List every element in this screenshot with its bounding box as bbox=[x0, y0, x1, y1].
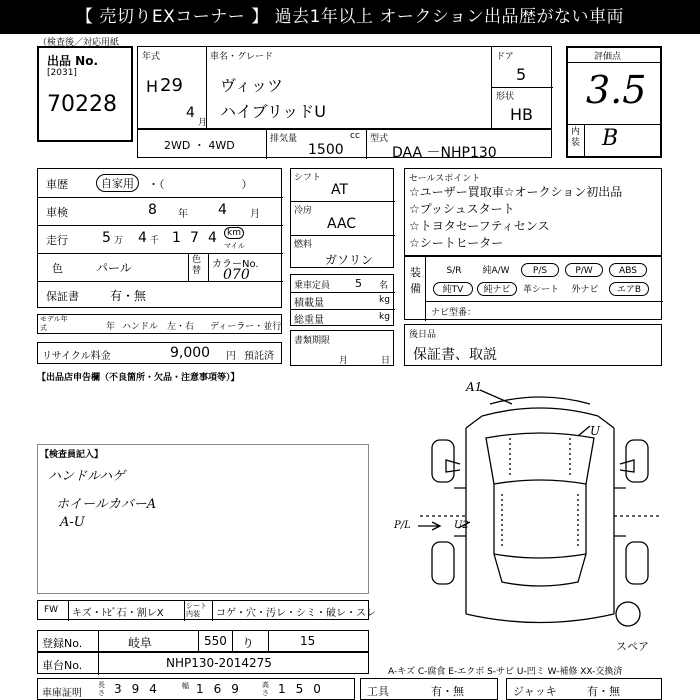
warranty-label: 保証書 bbox=[46, 290, 79, 303]
garage-cert-row bbox=[37, 678, 355, 700]
equip-tv: 純TV bbox=[433, 282, 473, 296]
model-value: DAA －NHP130 bbox=[392, 145, 497, 161]
inspector-label: 【検査員記入】 bbox=[40, 450, 104, 460]
capacity-value: 5 bbox=[355, 277, 362, 290]
inspector-box bbox=[37, 444, 369, 594]
interior-label: 内装 bbox=[571, 127, 581, 148]
jack-row bbox=[506, 678, 662, 700]
color-change-label: 色替 bbox=[192, 255, 202, 276]
spare-label: スペア bbox=[616, 640, 649, 653]
top-cut-text: （検査後／対応用紙 bbox=[38, 38, 120, 48]
model-year-row bbox=[37, 314, 282, 334]
displacement-value: 1500 bbox=[308, 142, 344, 158]
inspection-year: 8 bbox=[148, 202, 157, 218]
door-label: ドア bbox=[496, 52, 514, 62]
history-label: 車歴 bbox=[46, 178, 68, 191]
recycle-label: リサイクル料金 bbox=[42, 351, 111, 362]
sales-label: セールスポイント bbox=[409, 174, 481, 184]
damage-legend: A-キズ C-腐食 E-エクボ S-サビ U-凹ミ W-補修 XX-交換済 bbox=[388, 667, 623, 677]
cert-height: 150 bbox=[278, 682, 331, 696]
registration-row bbox=[37, 630, 369, 652]
fw-text: キズ・ﾄﾋﾞ石・割レX bbox=[72, 608, 164, 619]
jack-label: ジャッキ bbox=[513, 685, 557, 698]
lot-box bbox=[37, 46, 133, 142]
chassis-row bbox=[37, 652, 369, 674]
seat-label: シート内装 bbox=[186, 602, 207, 618]
year-label: 年式 bbox=[142, 52, 161, 62]
info-block bbox=[37, 168, 282, 308]
equip-sr: S/R bbox=[446, 266, 462, 276]
car-grade: ハイブリッドU bbox=[220, 102, 326, 121]
inspector-note: ホイールカバーA bbox=[56, 497, 157, 512]
diagram-note-pillar: P/L bbox=[394, 520, 411, 531]
chassis-label: 車台No. bbox=[42, 659, 83, 672]
registration-num: 550 bbox=[204, 634, 227, 648]
later-items-box bbox=[404, 324, 662, 366]
mileage-digit-2: 7 bbox=[190, 230, 199, 246]
car-label: 車名・グレード bbox=[210, 52, 274, 62]
recycle-value: 9,000 bbox=[170, 345, 211, 361]
inspection-month-unit: 月 bbox=[250, 209, 260, 220]
model-year-dealer: ディーラー・並行 bbox=[210, 322, 282, 332]
mileage-label: 走行 bbox=[46, 234, 68, 247]
equip-leather: 革シート bbox=[522, 285, 559, 295]
year-month-unit: 月 bbox=[198, 118, 208, 128]
interior-value: B bbox=[602, 126, 619, 151]
load-label: 積載量 bbox=[294, 298, 324, 309]
docs-day: 日 bbox=[381, 356, 391, 366]
model-year-handle: ハンドル 左・右 bbox=[122, 322, 195, 332]
registration-place: 岐阜 bbox=[128, 636, 153, 650]
equip-ps: P/S bbox=[521, 263, 559, 277]
docs-block bbox=[290, 330, 394, 366]
equip-alloy: 純A/W bbox=[482, 266, 510, 276]
cert-width-label: 幅 bbox=[182, 682, 189, 690]
score-box bbox=[566, 46, 662, 158]
fuel-value: ガソリン bbox=[325, 253, 374, 267]
capacity-label: 乗車定員 bbox=[294, 281, 331, 291]
cert-label: 車庫証明 bbox=[42, 688, 82, 699]
color-no-label: カラーNo. bbox=[212, 259, 259, 270]
mileage-unit-km: km bbox=[224, 227, 244, 239]
sales-item: ☆トヨタセーフティセンス bbox=[409, 219, 550, 233]
equip-pw: P/W bbox=[565, 263, 603, 277]
cert-height-label: 高さ bbox=[262, 681, 269, 697]
cert-width: 169 bbox=[196, 682, 249, 696]
inspector-note: ハンドルハゲ bbox=[48, 469, 126, 484]
lot-label: 出品 No. bbox=[47, 54, 99, 68]
tools-value: 有・無 bbox=[431, 685, 464, 698]
navi-model-label: ナビ型番： bbox=[431, 308, 477, 318]
seat-text: コゲ・穴・汚レ・シミ・破レ・スレ bbox=[216, 608, 376, 619]
later-items-value: 保証書、取説 bbox=[413, 347, 497, 363]
cert-length: 394 bbox=[114, 682, 167, 696]
recycle-deposit: 預託済 bbox=[244, 351, 274, 362]
history-rest: ・（ ） bbox=[148, 178, 253, 191]
fw-row bbox=[37, 600, 376, 620]
sales-points-box bbox=[404, 168, 662, 256]
chassis-value: NHP130-2014275 bbox=[166, 656, 272, 670]
lot-code: [2031] bbox=[47, 68, 77, 78]
model-year-year: 年 bbox=[106, 322, 116, 332]
score-value: 3.5 bbox=[586, 68, 647, 112]
inspection-label: 車検 bbox=[46, 206, 68, 219]
equip-abs: ABS bbox=[609, 263, 647, 277]
tools-row bbox=[360, 678, 498, 700]
shape-value: HB bbox=[510, 105, 534, 124]
equipment-label: 装備 bbox=[410, 266, 421, 295]
docs-month: 月 bbox=[339, 356, 349, 366]
recycle-unit: 円 bbox=[226, 351, 236, 362]
mileage-man-unit: 万 bbox=[114, 236, 124, 246]
model-year-label: モデル年式 bbox=[40, 315, 68, 332]
model-label: 型式 bbox=[370, 134, 389, 144]
car-name: ヴィッツ bbox=[220, 76, 284, 95]
jack-value: 有・無 bbox=[587, 685, 620, 698]
vehicle-header bbox=[137, 46, 552, 129]
tools-label: 工具 bbox=[367, 685, 389, 698]
displacement-unit: cc bbox=[350, 131, 360, 141]
aircon-value: AAC bbox=[327, 216, 357, 232]
aircon-label: 冷房 bbox=[294, 206, 313, 216]
door-value: 5 bbox=[516, 65, 527, 84]
lot-number: 70228 bbox=[47, 92, 117, 117]
mileage-digit-1: 1 bbox=[172, 230, 181, 246]
color-value: パール bbox=[96, 261, 132, 275]
equip-navi: 純ナビ bbox=[477, 282, 517, 296]
drive-row bbox=[137, 129, 552, 161]
inspection-month: 4 bbox=[218, 202, 227, 218]
diagram-note-u: U bbox=[590, 424, 601, 438]
displacement-label: 排気量 bbox=[270, 134, 298, 144]
equipment-box bbox=[404, 256, 662, 320]
registration-label: 登録No. bbox=[42, 637, 83, 650]
warranty-value: 有・無 bbox=[110, 289, 147, 303]
diagram-note-a1: A1 bbox=[466, 380, 483, 394]
spec-block bbox=[290, 168, 394, 268]
equip-ext-navi: 外ナビ bbox=[571, 285, 599, 295]
year-value: 29 bbox=[160, 75, 183, 96]
color-no-value: 070 bbox=[223, 267, 250, 283]
year-month: 4 bbox=[186, 105, 195, 121]
seller-notes-label: 【出品店申告欄（不良箇所・欠品・注意事項等）】 bbox=[37, 373, 240, 383]
mileage-digit-3: 4 bbox=[208, 230, 217, 246]
capacity-block bbox=[290, 274, 394, 326]
gross-label: 総重量 bbox=[294, 315, 324, 326]
damage-diagram bbox=[400, 376, 665, 636]
mileage-sen-unit: 千 bbox=[150, 236, 160, 246]
shift-label: シフト bbox=[294, 173, 322, 183]
later-items-label: 後日品 bbox=[409, 330, 437, 340]
fw-label: FW bbox=[44, 605, 59, 615]
inspection-year-unit: 年 bbox=[178, 209, 188, 220]
drive-text: 2WD ・ 4WD bbox=[164, 139, 235, 152]
cert-length-label: 長さ bbox=[98, 681, 105, 697]
equip-airbag: エアB bbox=[609, 282, 649, 296]
mileage-man: 5 bbox=[102, 230, 111, 246]
mileage-unit-mile: マイル bbox=[224, 242, 245, 250]
docs-label: 書類期限 bbox=[294, 336, 331, 346]
sales-item: ☆プッシュスタート bbox=[409, 202, 515, 216]
color-label: 色 bbox=[52, 262, 63, 275]
banner: 【 売切りEXコーナー 】 過去1年以上 オークション出品歴がない車両 bbox=[0, 0, 700, 34]
shape-label: 形状 bbox=[496, 92, 515, 102]
history-value: 自家用 bbox=[96, 174, 139, 192]
fuel-label: 燃料 bbox=[294, 240, 313, 250]
recycle-row bbox=[37, 342, 282, 364]
gross-unit: kg bbox=[379, 312, 390, 322]
mileage-sen: 4 bbox=[138, 230, 147, 246]
diagram-note-u2: U2 bbox=[454, 520, 469, 531]
score-label: 評価点 bbox=[594, 52, 622, 62]
registration-tail: 15 bbox=[300, 634, 316, 648]
year-era: H bbox=[146, 77, 159, 96]
sales-item: ☆シートヒーター bbox=[409, 236, 504, 250]
sales-item: ☆ユーザー買取車☆オークション初出品 bbox=[409, 185, 623, 199]
inspector-note: A-U bbox=[60, 515, 85, 530]
shift-value: AT bbox=[331, 182, 349, 198]
load-unit: kg bbox=[379, 295, 390, 305]
capacity-unit: 名 bbox=[379, 281, 389, 291]
registration-kana: り bbox=[242, 636, 255, 650]
